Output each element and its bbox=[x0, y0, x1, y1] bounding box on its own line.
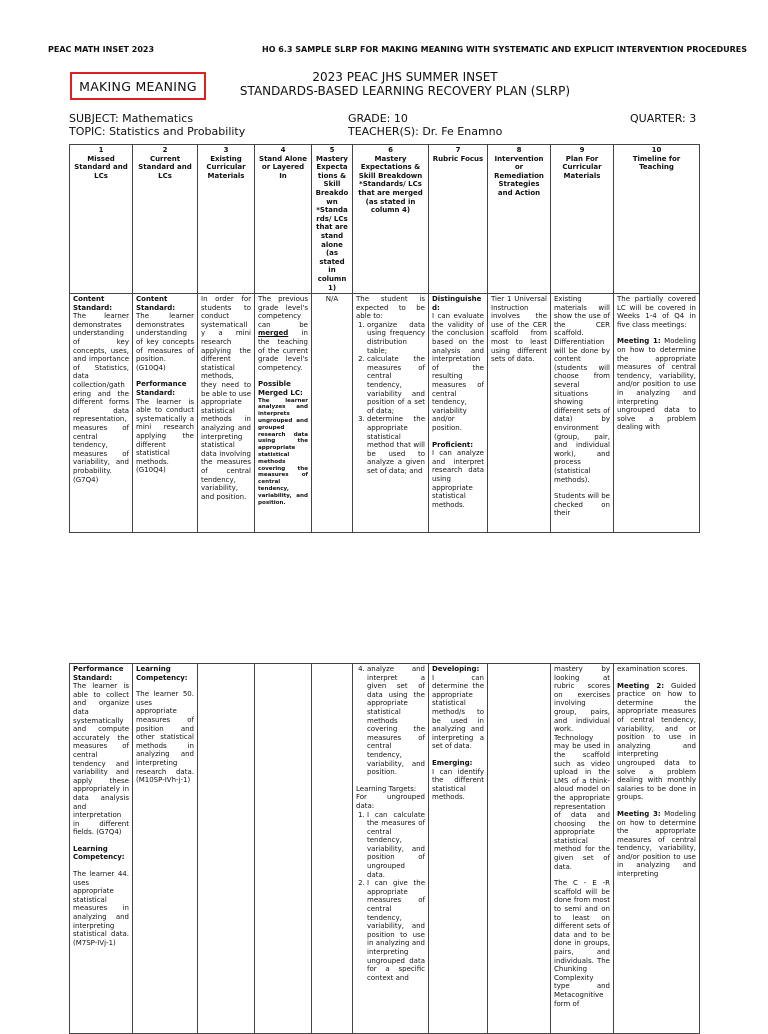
stand-alone-layered-cell: The previous grade level's competency can be merged in the teaching of the current grade level's competency. Possible Merged LC: The learner analyzes and interprets ungrouped and grouped research data using the appropriate statistical methods covering the measures of central tendency, variability, and position. bbox=[255, 294, 312, 533]
list-item: 4. analyze and interpret a given set of data using the appropriate statistical methods covering the measures of central tendency, variability, and position. bbox=[367, 665, 425, 777]
current-standard-cell: Learning Competency: The learner 50. uses appropriate measures of position and other statistical methods in analyzing and interpreting research data. (M10SP-IVh-j-1) bbox=[133, 664, 198, 1034]
table-row bbox=[70, 294, 700, 533]
current-standard-cell: Content Standard: The learner demonstrates understanding of key concepts of measures of position. (G10Q4) Performance Standard: The learner is able to conduct systematically a mini research applying the different statistical methods. (G10Q4) bbox=[133, 294, 198, 533]
topic-label: TOPIC: Statistics and Probability bbox=[69, 125, 246, 138]
making-meaning-badge: MAKING MEANING bbox=[70, 72, 206, 100]
column-header-8: 8 Intervention or Remediation Strategies and Action bbox=[488, 145, 551, 294]
rubric-focus-cell: Distinguished: I can evaluate the validity of the conclusion based on the analysis and interpretation of the resulting measures of central tendency, variability and/or position. Proficient: I can analyze and interpret research data using appropriate statistical methods. bbox=[429, 294, 488, 533]
teacher-label: TEACHER(S): Dr. Fe Enamno bbox=[348, 125, 503, 138]
existing-materials-cell bbox=[198, 664, 255, 1034]
intervention-cell: Tier 1 Universal Instruction involves the use of the CER scaffold from most to least using different sets of data. bbox=[488, 294, 551, 533]
quarter-label: QUARTER: 3 bbox=[630, 112, 697, 125]
column-header-7: 7 Rubric Focus bbox=[429, 145, 488, 294]
column-header-2: 2 Current Standard and LCs bbox=[133, 145, 198, 294]
merged-expectations-cell: 4. analyze and interpret a given set of data using the appropriate statistical methods covering the measures of central tendency, variability, and position. Learning Targets: For ungrouped data: 1. I can calculate the measures of central tendency, variability, and position of ungrouped data. 2. I can give the appropriate measures of central tendency, variability, and position to use in analyzing and interpreting ungrouped data for a specific context and bbox=[353, 664, 429, 1034]
document-title: 2023 PEAC JHS SUMMER INSET bbox=[312, 70, 498, 84]
merged-expectations-cell: The student is expected to be able to: 1. organize data using frequency distribution table; 2. calculate the measures of central tendency, variability and position of a set of data; 3. determine the appropriate statistical method that will be used to analyze a given set of data; and bbox=[353, 294, 429, 533]
list-item: 1. organize data using frequency distribution table; bbox=[367, 321, 425, 355]
missed-standard-cell: Performance Standard: The learner is able to collect and organize data systematically and compute accurately the measures of central tendency and variability and apply these appropriately in data analysis and interpretation in different fields. (G7Q4) Learning Competency: The learner 44. uses appropriate statistical measures in analyzing and interpreting statistical data. (M7SP-IVj-1) bbox=[70, 664, 133, 1034]
column-header-10: 10 Timeline for Teaching bbox=[614, 145, 700, 294]
stand-alone-layered-cell bbox=[255, 664, 312, 1034]
grade-label: GRADE: 10 bbox=[348, 112, 408, 125]
rubric-focus-cell: Developing: I can determine the appropriate statistical method/s to be used in analyzing and interpreting a set of data. Emerging: I can identify the different statistical methods. bbox=[429, 664, 488, 1034]
column-header-4: 4 Stand Alone or Layered In bbox=[255, 145, 312, 294]
header-left-label: PEAC MATH INSET 2023 bbox=[48, 45, 155, 54]
timeline-cell: examination scores. Meeting 2: Guided practice on how to determine the appropriate measures of central tendency, variability, and or position to use in analyzing and interpreting ungrouped data to solve a problem dealing with monthly salaries to be done in groups. Meeting 3: Modeling on how to determine the appropriate measures of central tendency, variability, and/or position to use in analyzing and interpreting bbox=[614, 664, 700, 1034]
list-item: 2. calculate the measures of central tendency, variability and position of a set of data; bbox=[367, 355, 425, 415]
stand-alone-expectations-cell: N/A bbox=[312, 294, 353, 533]
missed-standard-cell: Content Standard: The learner demonstrates understanding of key concepts, uses, and importance of Statistics, data collection/gathering and the different forms of data representation, measures of central tendency, measures of variability, and probability. (G7Q4) bbox=[70, 294, 133, 533]
subject-label: SUBJECT: Mathematics bbox=[69, 112, 194, 125]
plan-materials-cell: mastery by looking at rubric scores on exercises involving group, pairs, and individual work. Technology may be used in the scaffold such as video upload in the LMS of a think-aloud model on the appropriate representation of data and choosing the appropriate statistical method for the given set of data. The C - E -R scaffold will be done from most to semi and on to least on different sets of data and to be done in groups, pairs, and individuals. The Chunking Complexity type and Metacognitive form of bbox=[551, 664, 614, 1034]
stand-alone-expectations-cell bbox=[312, 664, 353, 1034]
timeline-cell: The partially covered LC will be covered in Weeks 1-4 of Q4 in five class meetings: Meeting 1: Modeling on how to determine the appropriate measures of central tendency, variability, and/or position to use in analyzing and interpreting ungrouped data to solve a problem dealing with bbox=[614, 294, 700, 533]
document-subtitle: STANDARDS-BASED LEARNING RECOVERY PLAN (SLRP) bbox=[239, 84, 571, 98]
column-header-1: 1 Missed Standard and LCs bbox=[70, 145, 133, 294]
slrp-table-page1 bbox=[69, 144, 700, 533]
list-item: 2. I can give the appropriate measures of central tendency, variability, and position to use in analyzing and interpreting ungrouped data for a specific context and bbox=[367, 879, 425, 982]
column-header-9: 9 Plan For Curricular Materials bbox=[551, 145, 614, 294]
column-header-6: 6 Mastery Expectations & Skill Breakdown *Standards/ LCs that are merged (as stated in column 4) bbox=[353, 145, 429, 294]
intervention-cell bbox=[488, 664, 551, 1034]
column-header-5: 5 Mastery Expectations & Skill Breakdown *Standards/ LCs that are stand alone (as stated in column 1) bbox=[312, 145, 353, 294]
table-row bbox=[70, 664, 700, 1034]
slrp-table-page2 bbox=[69, 663, 700, 1034]
plan-materials-cell: Existing materials will show the use of the CER scaffold. Differentiation will be done by content (students will choose from several situations showing different sets of data) by environment (group, pair, and individual work), and process (statistical methods). Students will be checked on their bbox=[551, 294, 614, 533]
column-header-row bbox=[70, 145, 700, 294]
column-header-3: 3 Existing Curricular Materials bbox=[198, 145, 255, 294]
existing-materials-cell: In order for students to conduct systematically a mini research applying the different statistical methods, they need to be able to use appropriate statistical methods in analyzing and interpreting statistical data involving the measures of central tendency, variability, and position. bbox=[198, 294, 255, 533]
header-right-label: HO 6.3 SAMPLE SLRP FOR MAKING MEANING WITH SYSTEMATIC AND EXPLICIT INTERVENTION PROCEDURES bbox=[262, 45, 748, 54]
list-item: 3. determine the appropriate statistical method that will be used to analyze a given set of data; and bbox=[367, 415, 425, 475]
list-item: 1. I can calculate the measures of central tendency, variability, and position of ungrouped data. bbox=[367, 811, 425, 880]
